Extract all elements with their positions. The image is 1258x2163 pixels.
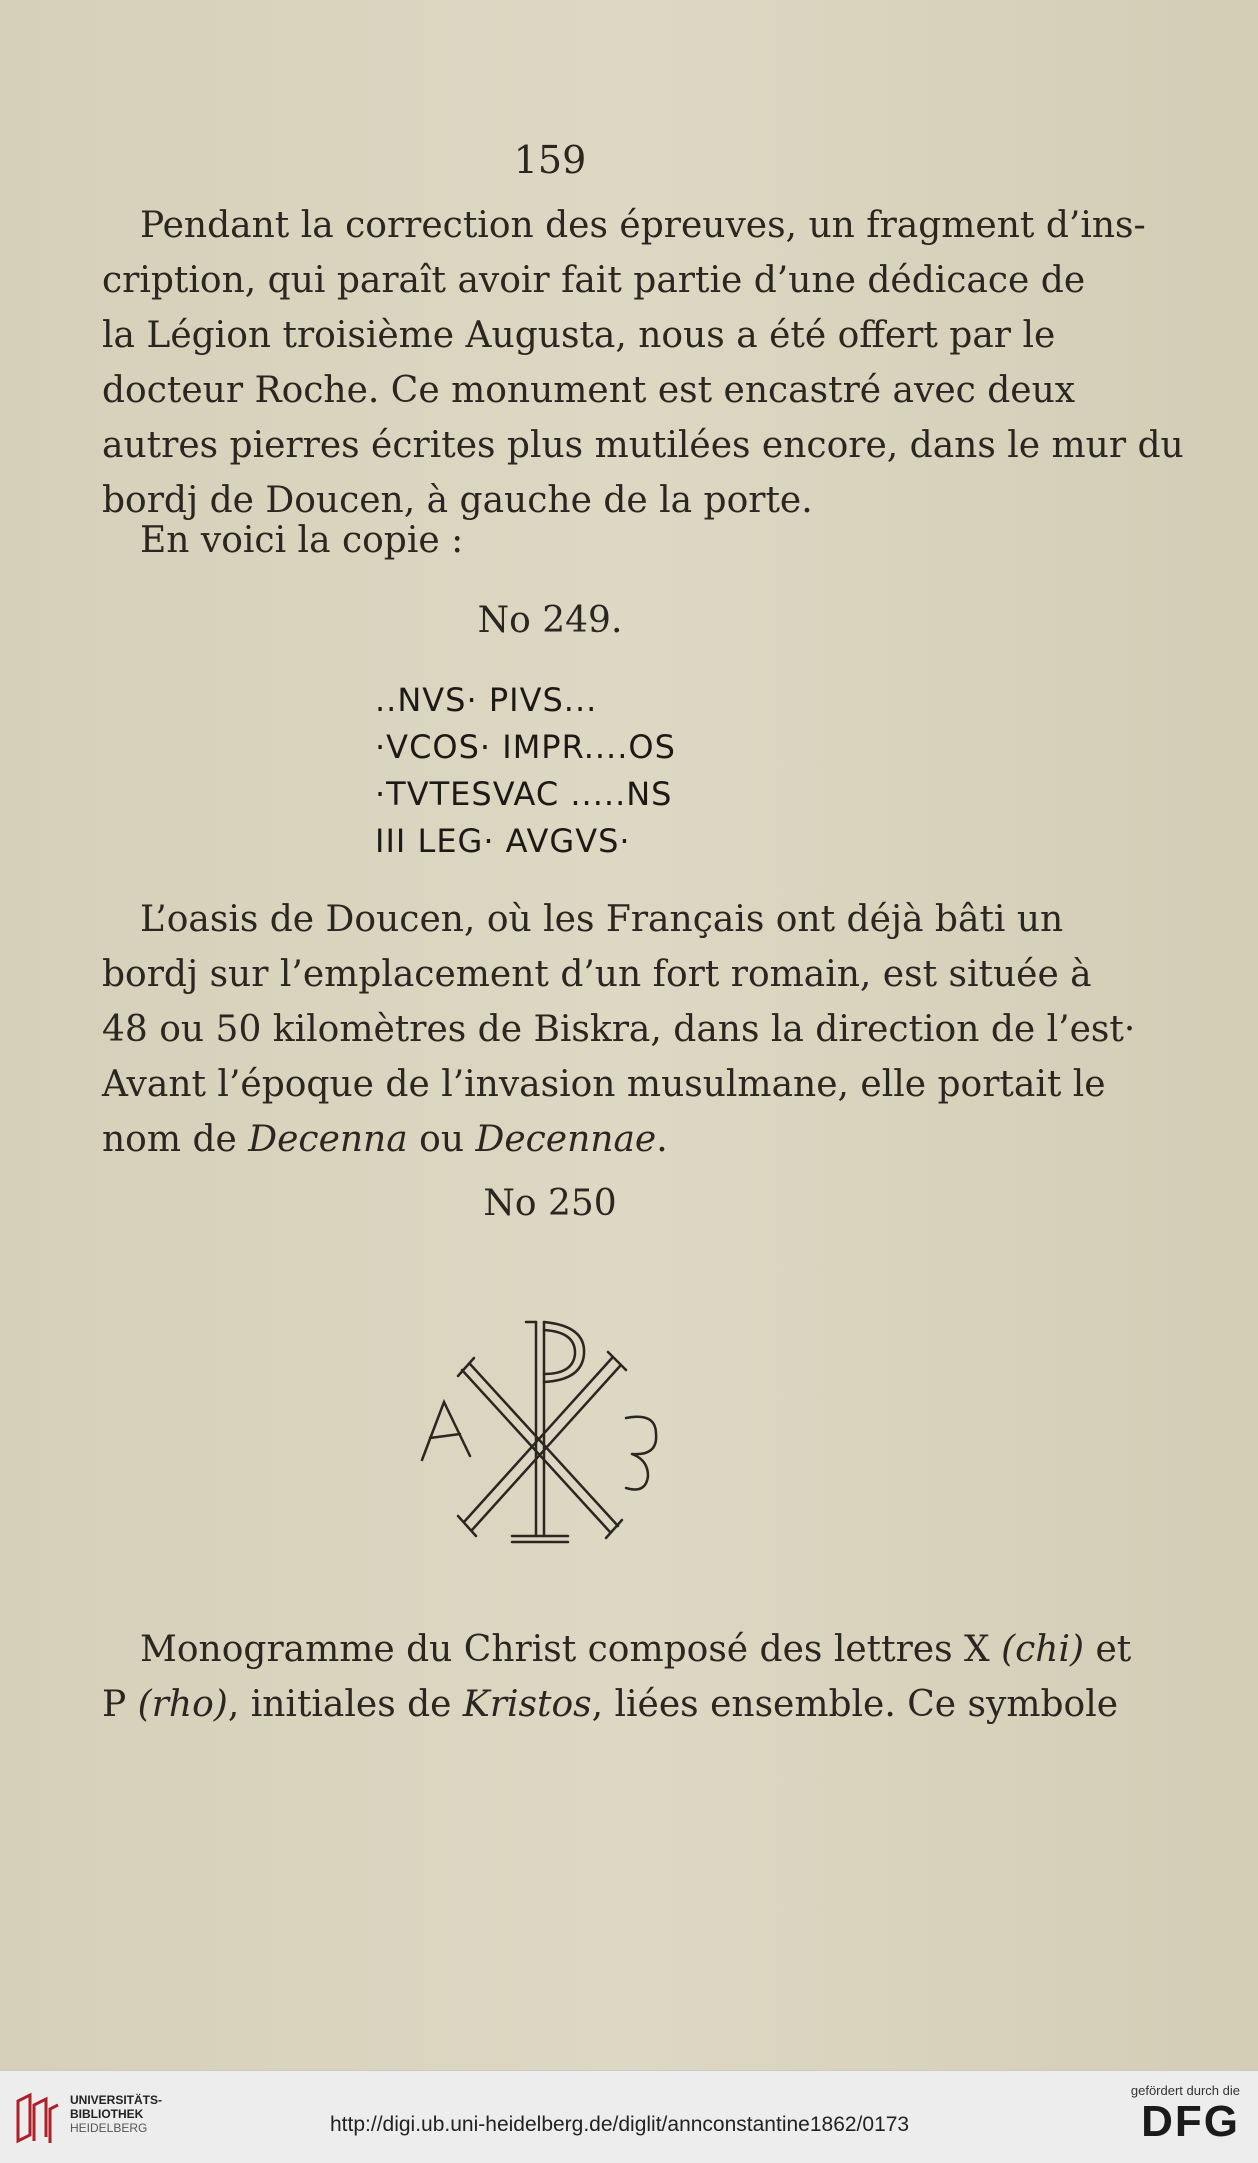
text-line: cription, qui paraît avoir fait partie d’une dédicace de — [102, 260, 1086, 301]
page-number: 159 — [513, 138, 587, 182]
text-line: En voici la copie : — [140, 520, 464, 561]
inscription-line: ·VCOS· IMPR....OS — [375, 728, 676, 766]
decenna-term: Decenna — [248, 1119, 408, 1160]
chi-rho-monogram-icon — [400, 1310, 680, 1550]
paragraph-copy-intro — [102, 513, 1019, 568]
text-line: nom de Decenna ou Decennae. — [102, 1119, 668, 1160]
dfg-funding — [1131, 2083, 1240, 2146]
text-line: docteur Roche. Ce monument est encastré avec deux — [102, 370, 1076, 411]
paragraph-monogram — [102, 1622, 1132, 1732]
footer-bar — [0, 2070, 1258, 2163]
inscription-line: III LEG· AVGVS· — [375, 822, 631, 860]
library-logo-icon — [12, 2089, 62, 2149]
text-line: Pendant la correction des épreuves, un fragment d’ins- — [140, 205, 1146, 246]
inscription-line: ..NVS· PIVS... — [375, 681, 598, 719]
inscription-249 — [375, 677, 676, 865]
funding-caption: gefördert durch die — [1130, 2083, 1240, 2098]
paragraph-doucen — [102, 892, 1136, 1167]
text-line: L’oasis de Doucen, où les Français ont déjà bâti un — [140, 899, 1064, 940]
text-line: la Légion troisième Augusta, nous a été offert par le — [102, 315, 1056, 356]
kristos-term: Kristos — [462, 1684, 592, 1725]
dfg-logo: DFG — [1141, 2097, 1240, 2146]
text-line: Avant l’époque de l’invasion musulmane, elle portait le — [102, 1064, 1106, 1105]
rho-term: (rho) — [137, 1684, 228, 1725]
text-line: bordj sur l’emplacement d’un fort romain, est située à — [102, 954, 1092, 995]
decennae-term: Decennae — [475, 1119, 657, 1160]
inscription-number-249: No 249. — [477, 600, 623, 641]
text-line: autres pierres écrites plus mutilées encore, dans le mur du — [102, 425, 1184, 466]
text-line: Monogramme du Christ composé des lettres X (chi) et — [140, 1629, 1132, 1670]
text-line: P (rho), initiales de Kristos, liées ensemble. Ce symbole — [102, 1684, 1119, 1725]
paragraph-correction — [102, 198, 1184, 528]
permalink-url[interactable]: http://digi.ub.uni-heidelberg.de/diglit/annconstantine1862/0173 — [330, 2113, 910, 2136]
text-line: 48 ou 50 kilomètres de Biskra, dans la direction de l’est· — [102, 1009, 1136, 1050]
text-line: bordj de Doucen, à gauche de la porte. — [102, 480, 813, 521]
library-name: UNIVERSITÄTS- BIBLIOTHEK HEIDELBERG — [70, 2093, 163, 2135]
chi-term: (chi) — [1001, 1629, 1085, 1670]
inscription-line: ·TVTESVAC .....NS — [375, 775, 673, 813]
inscription-number-250: No 250 — [483, 1183, 617, 1224]
